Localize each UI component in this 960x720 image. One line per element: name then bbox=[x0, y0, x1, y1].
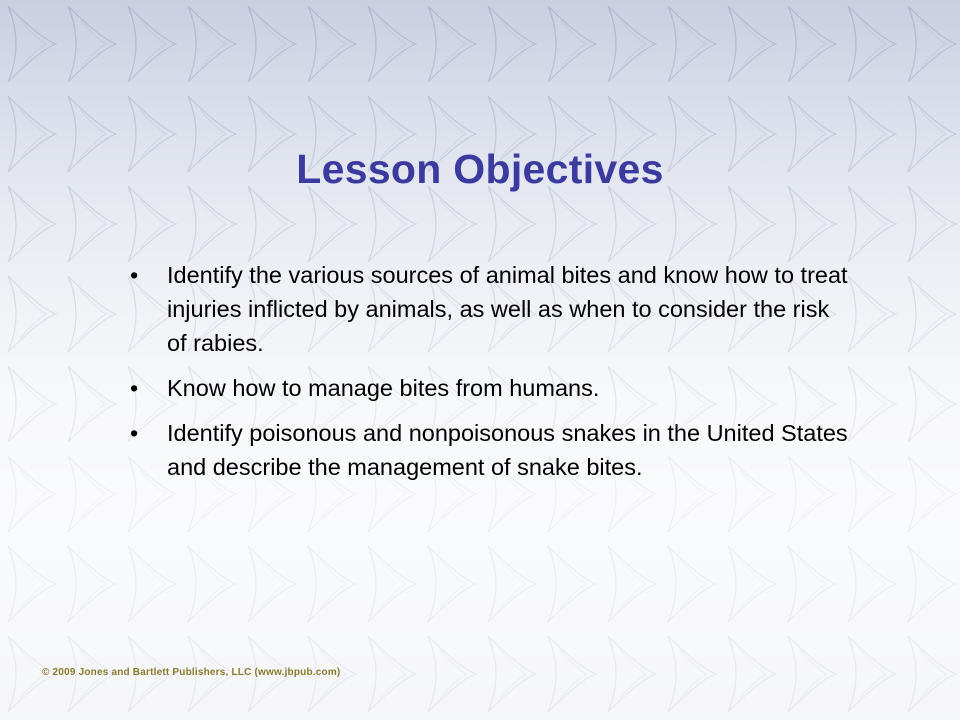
bullet-icon: • bbox=[130, 375, 139, 401]
slide-title: Lesson Objectives bbox=[296, 146, 664, 192]
copyright-notice: © 2009 Jones and Bartlett Publishers, LLC (www.jbpub.com) bbox=[42, 667, 341, 678]
objective-item-1 bbox=[130, 258, 850, 360]
objective-text-2: Know how to manage bites from humans. bbox=[167, 375, 600, 401]
objective-item-3 bbox=[130, 416, 850, 484]
bullet-icon: • bbox=[130, 262, 139, 288]
objective-text-3: Identify poisonous and nonpoisonous snakes in the United States and describe the management of snake bites. bbox=[167, 420, 848, 480]
objective-item-2 bbox=[130, 371, 850, 405]
objective-text-1: Identify the various sources of animal bites and know how to treat injuries inflicted by animals, as well as when to consider the risk of rabies. bbox=[167, 262, 848, 356]
objectives-list bbox=[130, 258, 850, 495]
bullet-icon: • bbox=[130, 420, 139, 446]
